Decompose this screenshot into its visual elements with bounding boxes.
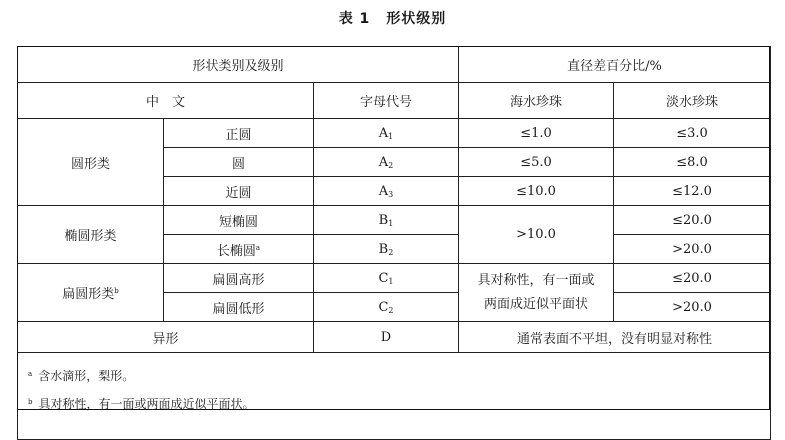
sea-value: ≤10.0 xyxy=(459,177,614,206)
shape-code xyxy=(314,148,459,177)
shape-name: 近圆 xyxy=(164,177,314,206)
fresh-value: ≤8.0 xyxy=(614,148,771,177)
shape-code: D xyxy=(314,322,459,353)
code-letter: B xyxy=(378,212,389,228)
table-row xyxy=(18,119,771,148)
shape-name: 正圆 xyxy=(164,119,314,148)
footnotes xyxy=(18,353,771,440)
sea-value-flat xyxy=(459,264,614,322)
header-shape-group: 形状类别及级别 xyxy=(18,47,459,83)
header-row-1 xyxy=(18,47,771,83)
fresh-value: >20.0 xyxy=(614,235,771,264)
code-sub: 3 xyxy=(388,189,394,199)
shape-name: 扁圆低形 xyxy=(164,293,314,322)
code-letter: A xyxy=(378,154,389,170)
footnote-mark: a xyxy=(28,370,33,378)
sea-value-oval: >10.0 xyxy=(459,206,614,264)
code-sub: 1 xyxy=(388,131,394,141)
sea-flat-line1: 具对称性，有一面或 xyxy=(477,272,595,288)
shape-code xyxy=(314,235,459,264)
footnote-ref: a xyxy=(255,243,261,252)
table-number: 表 1 xyxy=(338,11,371,27)
table-title xyxy=(0,8,785,28)
fresh-value: ≤3.0 xyxy=(614,119,771,148)
shape-code xyxy=(314,177,459,206)
header-code: 字母代号 xyxy=(314,83,459,119)
shape-grade-table xyxy=(17,46,771,440)
shape-code xyxy=(314,293,459,322)
shape-name xyxy=(164,235,314,264)
category-oval: 椭圆形类 xyxy=(18,206,164,264)
fresh-value: ≤20.0 xyxy=(614,264,771,293)
code-letter: B xyxy=(378,241,389,257)
fresh-value: >20.0 xyxy=(614,293,771,322)
footnotes-row xyxy=(18,353,771,440)
shape-code xyxy=(314,264,459,293)
footnote-text: 含水滴形，梨形。 xyxy=(38,369,135,383)
category-round: 圆形类 xyxy=(18,119,164,206)
code-letter: C xyxy=(378,270,389,286)
footnote-a xyxy=(28,361,770,389)
table-row xyxy=(18,264,771,293)
header-row-2 xyxy=(18,83,771,119)
header-fresh: 淡水珍珠 xyxy=(614,83,771,119)
odd-description: 通常表面不平坦，没有明显对称性 xyxy=(459,322,771,353)
shape-name: 短椭圆 xyxy=(164,206,314,235)
header-chinese: 中 文 xyxy=(18,83,314,119)
code-sub: 1 xyxy=(388,276,394,286)
shape-name: 圆 xyxy=(164,148,314,177)
code-letter: C xyxy=(378,299,389,315)
header-diff-group: 直径差百分比/% xyxy=(459,47,771,83)
sea-value: ≤1.0 xyxy=(459,119,614,148)
category-flat-text: 扁圆形类 xyxy=(62,287,115,302)
footnote-ref: b xyxy=(114,287,119,295)
category-flat xyxy=(18,264,164,322)
sea-flat-line2: 两面成近似平面状 xyxy=(483,296,588,312)
header-sea: 海水珍珠 xyxy=(459,83,614,119)
table-caption: 形状级别 xyxy=(386,11,447,27)
footnote-b xyxy=(28,389,770,417)
sea-value: ≤5.0 xyxy=(459,148,614,177)
footnote-text: 具对称性，有一面或两面成近似平面状。 xyxy=(38,397,255,411)
shape-name-text: 长椭圆 xyxy=(216,243,256,259)
shape-name: 扁圆高形 xyxy=(164,264,314,293)
table-row xyxy=(18,322,771,353)
table-row xyxy=(18,206,771,235)
fresh-value: ≤20.0 xyxy=(614,206,771,235)
code-sub: 2 xyxy=(388,160,394,170)
fresh-value: ≤12.0 xyxy=(614,177,771,206)
code-sub: 2 xyxy=(388,247,394,257)
shape-code xyxy=(314,119,459,148)
category-odd: 异形 xyxy=(18,322,314,353)
shape-code xyxy=(314,206,459,235)
code-sub: 2 xyxy=(388,305,394,315)
code-letter: A xyxy=(378,125,389,141)
code-sub: 1 xyxy=(388,218,394,228)
code-letter: A xyxy=(378,183,389,199)
footnote-mark: b xyxy=(28,398,33,406)
